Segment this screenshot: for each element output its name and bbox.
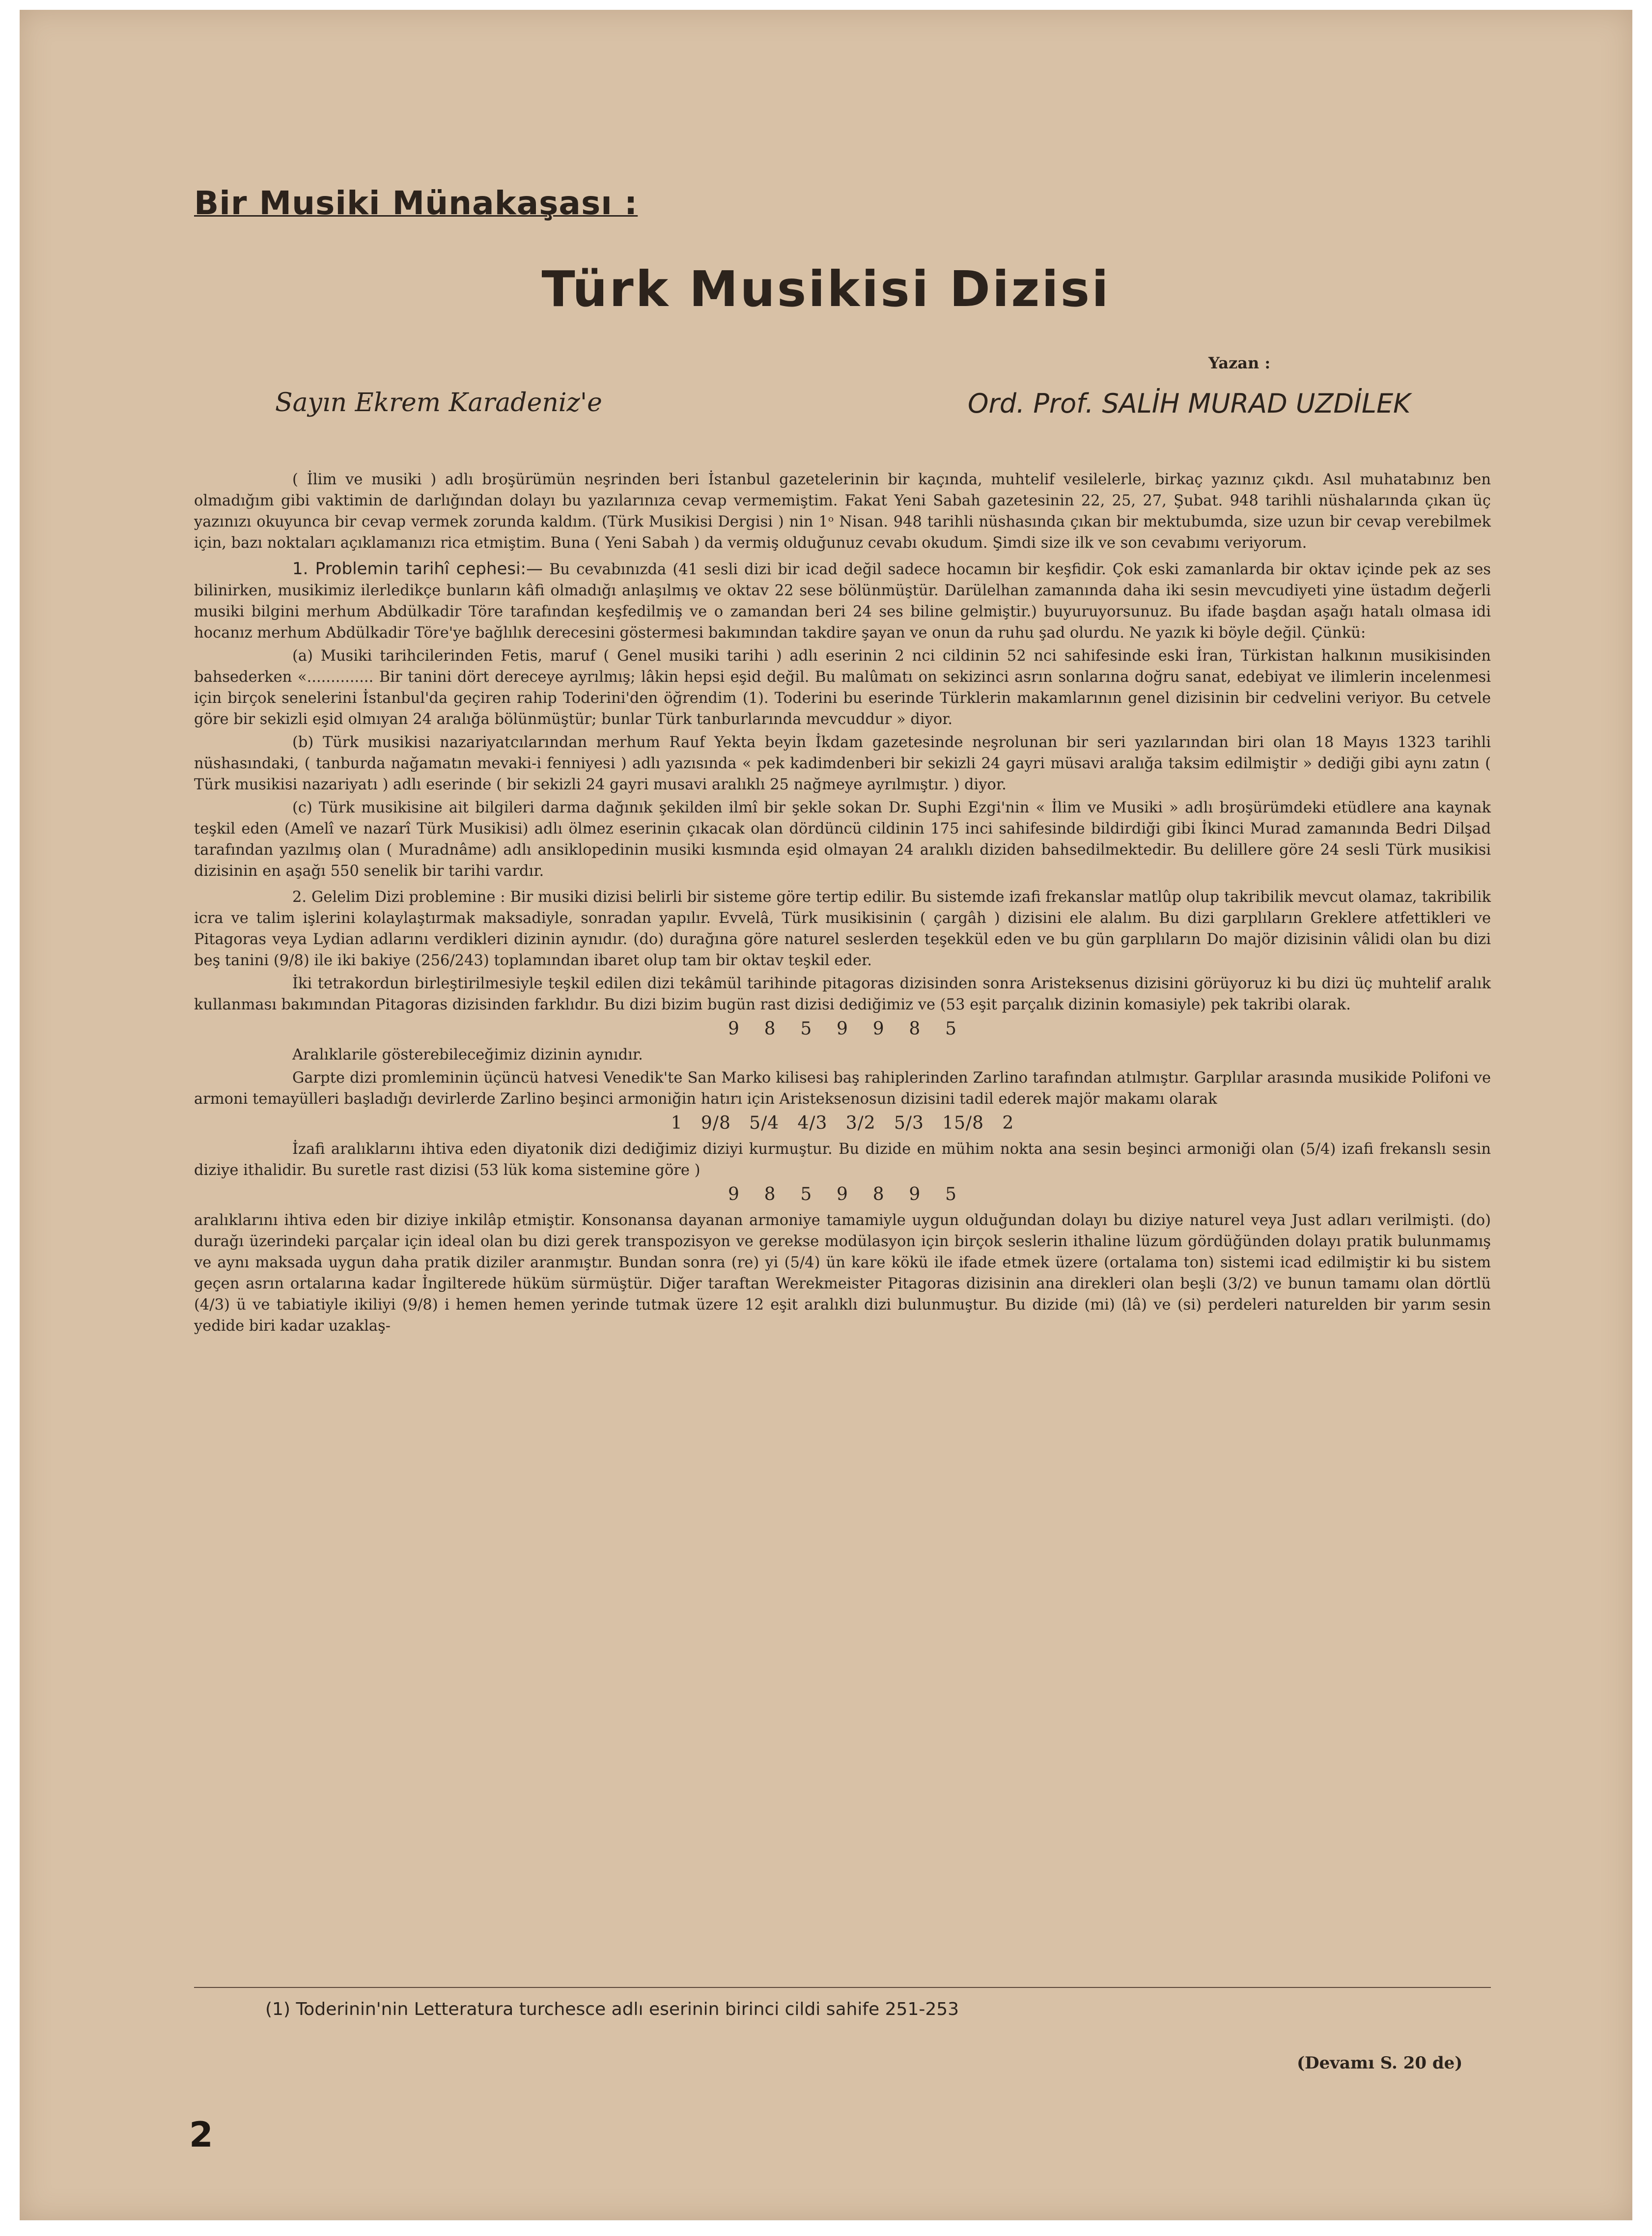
byline-label: Yazan : <box>1208 354 1271 372</box>
section-2-heading: 2. Gelelim Dizi problemine : <box>292 889 505 906</box>
section-1b-paragraph: (b) Türk musikisi nazariyatcılarından merhum Rauf Yekta beyin İkdam gazetesinde neşrolunan bir seri yazılarından biri olan 18 Mayıs 1323 tarihli nüshasındaki, ( tanburda nağamatın mevaki-i fenniyesi ) adlı yazısında « pek kadimdenberi bir sekizli 24 gayri müsavi aralığa taksim edilmiştir » dediği gibi aynı zatın ( Türk musikisi nazariyatı ) adlı eserinde ( bir sekizli 24 gayri musavi aralıklı 25 nağmeye ayrılmıştır. ) diyor. <box>194 734 1491 793</box>
section-rubric: Bir Musiki Münakaşası : <box>194 184 638 222</box>
final-paragraph: aralıklarını ihtiva eden bir diziye inkilâp etmiştir. Konsonansa dayanan armoniye tamamiyle uygun olduğundan dolayı bu diziye naturel veya Just adları verilmişti. (do) durağı üzerindeki parçalar için ideal olan bu dizi gerek transpozisyon ve gerekse modülasyon için birçok seslerin ithaline lüzum gördüğünden dolayı pratik bulunmamış ve aynı maksada uygun daha pratik diziler aranmıştır. Bundan sonra (re) yi (5/4) ün kare kökü ile ifade etmek üzere (ortalama ton) sistemi icad edilmiştir ki bu sistem geçen asrın ortalarına kadar İngilterede hüküm sürmüştür. Diğer taraftan Werekmeister Pitagoras dizisinin ana direkleri olan beşli (3/2) ve bunun tamamı olan dörtlü (4/3) ü ve tabiatiyle ikiliyi (9/8) i hemen hemen yerinde tutmak üzere 12 eşit aralıklı dizi bulunmuştur. Bu dizide (mi) (lâ) ve (si) perdeleri naturelden bir yarım sesin yedide biri kadar uzaklaş- <box>194 1212 1491 1335</box>
addressee: Sayın Ekrem Karadeniz'e <box>275 388 602 418</box>
formula-rast: 9 8 5 9 8 9 5 <box>728 1184 957 1204</box>
footnote: (1) Toderinin'nin Letteratura turchesce adlı eserinin birinci cildi sahife 251-253 <box>265 1999 959 2019</box>
author: Ord. Prof. SALİH MURAD UZDİLEK <box>968 388 1411 419</box>
continued-note: (Devamı S. 20 de) <box>1297 2053 1463 2073</box>
formula-aristoxenus: 9 8 5 9 9 8 5 <box>728 1019 957 1039</box>
tetrachord-paragraph: İki tetrakordun birleştirilmesiyle teşkil edilen dizi tekâmül tarihinde pitagoras dizisinden sonra Aristeksenus dizisini görüyoruz ki bu dizi üç muhtelif aralık kullanması bakımından Pitagoras dizisinden farklıdır. Bu dizi bizim bugün rast dizisi dediğimiz ve (53 eşit parçalık dizinin komasiyle) pek takribi olarak. <box>194 975 1491 1013</box>
page-number: 2 <box>189 2115 213 2155</box>
zarlino-paragraph: Garpte dizi promleminin üçüncü hatvesi Venedik'te San Marko kilisesi baş rahiplerinden Zarlino tarafından atılmıştır. Garplılar arasında musikide Polifoni ve armoni temayülleri başladığı devirlerde Zarlino beşinci armoniğin hatırı için Aristeksenosun dizisini tadil ederek majör makamı olarak <box>194 1069 1491 1108</box>
section-1a-paragraph: (a) Musiki tarihcilerinden Fetis, maruf ( Genel musiki tarihi ) adlı eserinin 2 nci cildinin 52 nci sahifesinde eski İran, Türkistan halkının musikisinden bahsederken «.............. Bir tanini dört dereceye ayrılmış; lâkin hepsi eşid değil. Bu malûmatı on sekizinci asrın sonlarına doğru sanat, edebiyat ve ilimlerin incelenmesi için birçok senelerini İstanbul'da geçiren rahip Toderini'den öğrendim (1). Toderini bu eserinde Türklerin makamlarının genel dizisinin bir cedvelini veriyor. Bu cetvele göre bir sekizli eşid olmıyan 24 aralığa bölünmüştür; bunlar Türk tanburlarında mevcuddur » diyor. <box>194 647 1491 728</box>
footnote-divider <box>194 1987 1491 1988</box>
article-body <box>194 469 1491 1339</box>
section-2-text: Bir musiki dizisi belirli bir sisteme göre tertip edilir. Bu sistemde izafi frekanslar matlûp olup takribilik mevcut olamaz, takribilik icra ve talim işlerini kolaylaştırmak maksadiyle, sonradan yapılır. Evvelâ, Türk musikisinin ( çargâh ) dizisini ele alalım. Bu dizi garplıların Greklere atfettikleri ve Pitagoras veya Lydian adlarını verdikleri dizinin aynıdır. (do) durağına göre naturel seslerden teşekkül eden ve bu gün garplıların Do majör dizisinin vâlidi olan bu dizi beş tanini (9/8) ile iki bakiye (256/243) toplamından ibaret olup tam bir oktav teşkil eder. <box>194 889 1491 969</box>
formula-zarlino: 1 9/8 5/4 4/3 3/2 5/3 15/8 2 <box>671 1113 1014 1133</box>
section-1c-paragraph: (c) Türk musikisine ait bilgileri darma dağınık şekilden ilmî bir şekle sokan Dr. Suphi Ezgi'nin « İlim ve Musiki » adlı broşürümdeki etüdlere ana kaynak teşkil eden (Amelî ve nazarî Türk Musikisi) adlı ölmez eserinin çıkacak olan dördüncü cildinin 175 inci sahifesinde bildirdiği gibi İkinci Murad zamanında Bedri Dilşad tarafından yazılmış olan ( Muradnâme) adlı ansiklopedinin musiki kısmında eşid olmayan 24 aralıklı diziden bahsedilmektedir. Bu delillere göre 24 sesli Türk musikisi dizisinin en aşağı 550 senelik bir tarihi vardır. <box>194 799 1491 880</box>
section-1-text: Bu cevabınızda (41 sesli dizi bir icad değil sadece hocamın bir keşfidir. Çok eski zamanlarda bir oktav içinde pek az ses bilinirken, musikimiz ilerledikçe bunların kâfi olmadığı anlaşılmış ve oktav 22 sese bölünmüştür. Darülelhan zamanında daha iki sesin mevcudiyeti yine üstadım değerli musiki bilgini merhum Abdülkadir Töre tarafından keşfedilmiş ve o zamandan beri 24 ses biline gelmiştir.) buyuruyorsunuz. Bu ifade başdan aşağı hatalı olmasa idi hocanız merhum Abdülkadir Töre'ye bağlılık derecesini göstermesi bakımından takdire şayan ve onun da ruhu şad olurdu. Ne yazık ki böyle değil. Çünkü: <box>194 561 1491 642</box>
newspaper-page <box>20 10 1632 2220</box>
section-1-heading: 1. Problemin tarihî cephesi:— <box>292 559 543 579</box>
section-1-paragraph <box>194 559 1491 643</box>
after-formula-paragraph: Aralıklarile gösterebileceğimiz dizinin aynıdır. <box>292 1046 643 1063</box>
section-2-paragraph <box>194 887 1491 971</box>
intro-paragraph: ( İlim ve musiki ) adlı broşürümün neşrinden beri İstanbul gazetelerinin bir kaçında, muhtelif vesilelerle, birkaç yazınız çıkdı. Asıl muhatabınız ben olmadığım gibi vaktimin de darlığından dolayı bu yazılarınıza cevap vermemiştim. Fakat Yeni Sabah gazetesinin 22, 25, 27, Şubat. 948 tarihli nüshalarında çıkan üç yazınızı okuyunca bir cevap vermek zorunda kaldım. (Türk Musikisi Dergisi ) nin 1ᵒ Nisan. 948 tarihli nüshasında çıkan bir mektubumda, size uzun bir cevap verebilmek için, bazı noktaları açıklamanızı rica etmiştim. Buna ( Yeni Sabah ) da vermiş olduğunuz cevabı okudum. Şimdi size ilk ve son cevabımı veriyorum. <box>194 471 1491 552</box>
article-title: Türk Musikisi Dizisi <box>541 260 1111 318</box>
diatonic-paragraph: İzafi aralıklarını ihtiva eden diyatonik dizi dediğimiz diziyi kurmuştur. Bu dizide en mühim nokta ana sesin beşinci armoniği olan (5/4) izafi frekanslı sesin diziye ithalidir. Bu suretle rast dizisi (53 lük koma sistemine göre ) <box>194 1141 1491 1179</box>
